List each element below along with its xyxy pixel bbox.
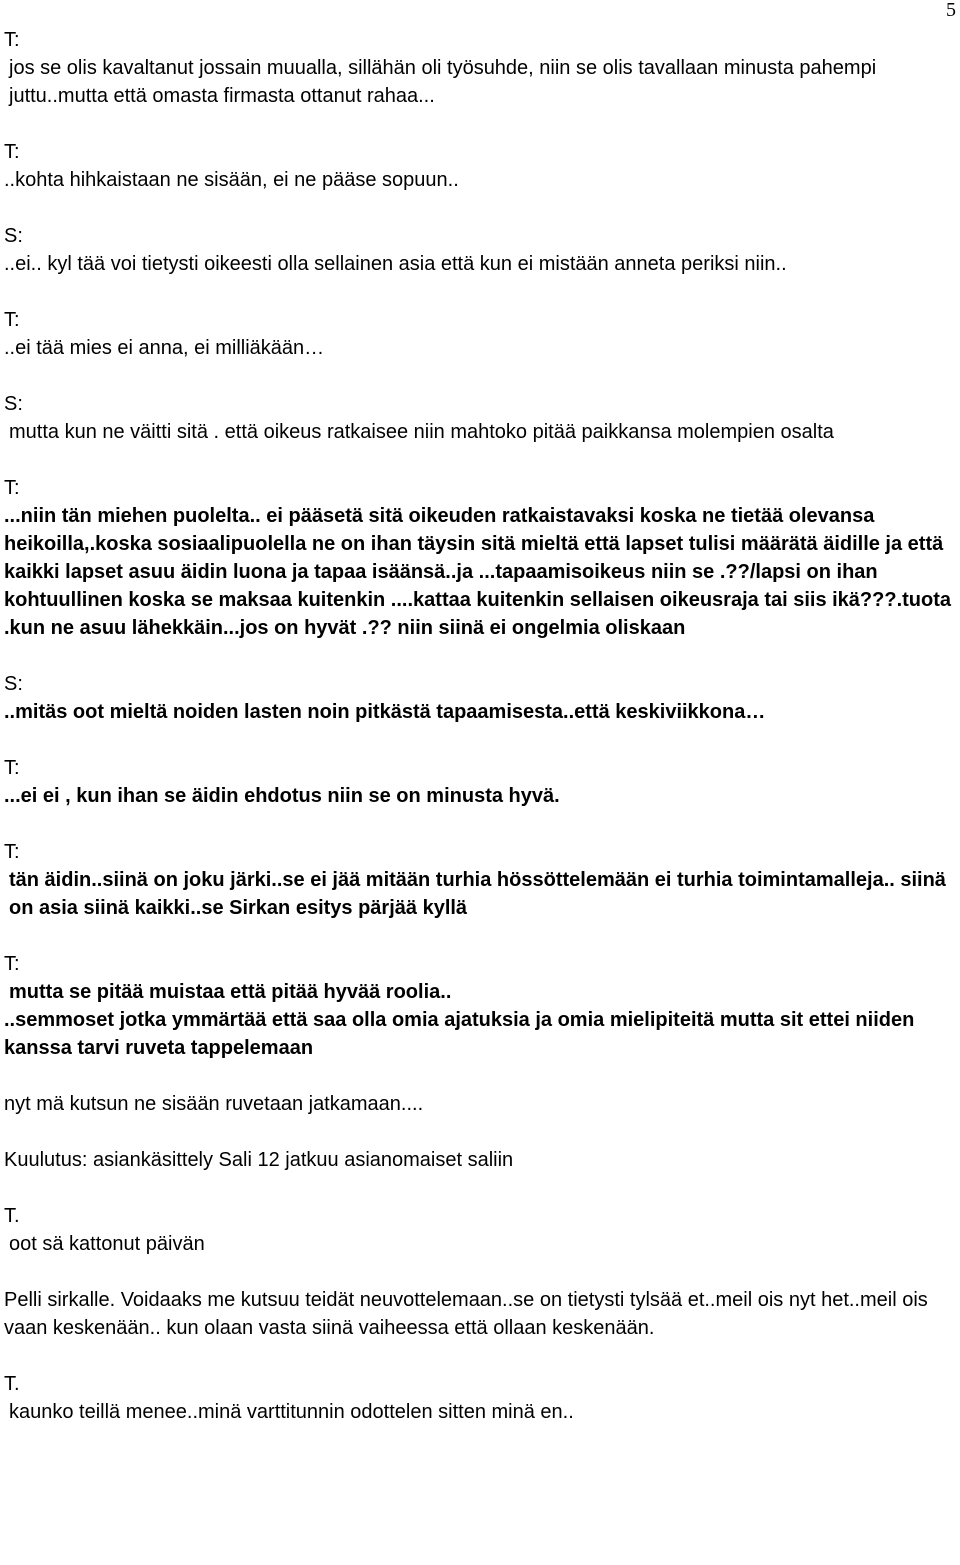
utterance-text: nyt mä kutsun ne sisään ruvetaan jatkamaan.... (4, 1093, 424, 1115)
speaker-label: T. (4, 1373, 20, 1395)
speaker-label: T. (4, 1205, 20, 1227)
speaker-label: T: (4, 309, 20, 331)
utterance-text: oot sä kattonut päivän (9, 1233, 205, 1255)
utterance-text: jos se olis kavaltanut jossain muualla, sillähän oli työsuhde, niin se olis tavallaan minusta pahempi juttu..mutta että omasta firmasta ottanut rahaa... (9, 57, 877, 107)
dialogue-block (4, 306, 956, 362)
speaker-label: T: (4, 841, 20, 863)
speaker-label: T: (4, 141, 20, 163)
utterance-text: ...niin tän miehen puolelta.. ei pääsetä sitä oikeuden ratkaistavaksi koska ne tietää olevansa heikoilla,.koska sosiaalipuolella ne on ihan täysin sitä mieltä että lapset tulisi määrätä äidille ja että kaikki lapset asuu äidin luona ja tapaa isäänsä..ja ...tapaamisoikeus niin se .??/lapsi on ihan kohtuullinen koska se maksaa kuitenkin ....kattaa kuitenkin sellaisen oikeusraja tai siis ikä???.tuota .kun ne asuu lähekkäin...jos on hyvät .?? niin siinä ei ongelmia oliskaan (4, 505, 952, 639)
announcement-text: Kuulutus: asiankäsittely Sali 12 jatkuu asianomaiset saliin (4, 1149, 514, 1171)
page-number: 5 (946, 0, 956, 21)
speaker-label: S: (4, 673, 23, 695)
utterance-text: ..ei tää mies ei anna, ei milliäkään… (4, 337, 325, 359)
utterance-text: tän äidin..siinä on joku järki..se ei jää mitään turhia hössöttelemään ei turhia toimintamalleja.. siinä on asia siinä kaikki..se Sirkan esitys pärjää kyllä (9, 869, 946, 919)
dialogue-block (4, 222, 956, 278)
dialogue-block (4, 1370, 956, 1426)
transcript (4, 26, 956, 1426)
dialogue-block (4, 26, 956, 110)
dialogue-block (4, 390, 956, 446)
utterance-text: ..mitäs oot mieltä noiden lasten noin pitkästä tapaamisesta..että keskiviikkona… (4, 701, 766, 723)
dialogue-block (4, 1006, 956, 1062)
speaker-label: T: (4, 953, 20, 975)
speaker-label: S: (4, 225, 23, 247)
speaker-label: T: (4, 757, 20, 779)
dialogue-block (4, 950, 956, 1006)
dialogue-block (4, 670, 956, 726)
utterance-text: ..kohta hihkaistaan ne sisään, ei ne pääse sopuun.. (4, 169, 459, 191)
dialogue-block (4, 1202, 956, 1258)
dialogue-block (4, 1090, 956, 1118)
utterance-text: kaunko teillä menee..minä varttitunnin odottelen sitten minä en.. (9, 1401, 574, 1423)
utterance-text: Pelli sirkalle. Voidaaks me kutsuu teidät neuvottelemaan..se on tietysti tylsää et..meil ois nyt het..meil ois vaan keskenään.. kun olaan vasta siinä vaiheessa että ollaan keskenään. (4, 1289, 928, 1339)
utterance-text: ..semmoset jotka ymmärtää että saa olla omia ajatuksia ja omia mielipiteitä mutta sit ettei niiden kanssa tarvi ruveta tappelemaan (4, 1009, 915, 1059)
utterance-text: ...ei ei , kun ihan se äidin ehdotus niin se on minusta hyvä. (4, 785, 560, 807)
dialogue-block (4, 838, 956, 922)
dialogue-block (4, 754, 956, 810)
announcement-block (4, 1146, 956, 1174)
speaker-label: S: (4, 393, 23, 415)
dialogue-block (4, 138, 956, 194)
utterance-text: mutta se pitää muistaa että pitää hyvää roolia.. (9, 981, 452, 1003)
utterance-text: ..ei.. kyl tää voi tietysti oikeesti olla sellainen asia että kun ei mistään anneta periksi niin.. (4, 253, 787, 275)
speaker-label: T: (4, 477, 20, 499)
speaker-label: T: (4, 29, 20, 51)
utterance-text: mutta kun ne väitti sitä . että oikeus ratkaisee niin mahtoko pitää paikkansa molempien osalta (9, 421, 834, 443)
dialogue-block (4, 1286, 956, 1342)
dialogue-block (4, 474, 956, 642)
